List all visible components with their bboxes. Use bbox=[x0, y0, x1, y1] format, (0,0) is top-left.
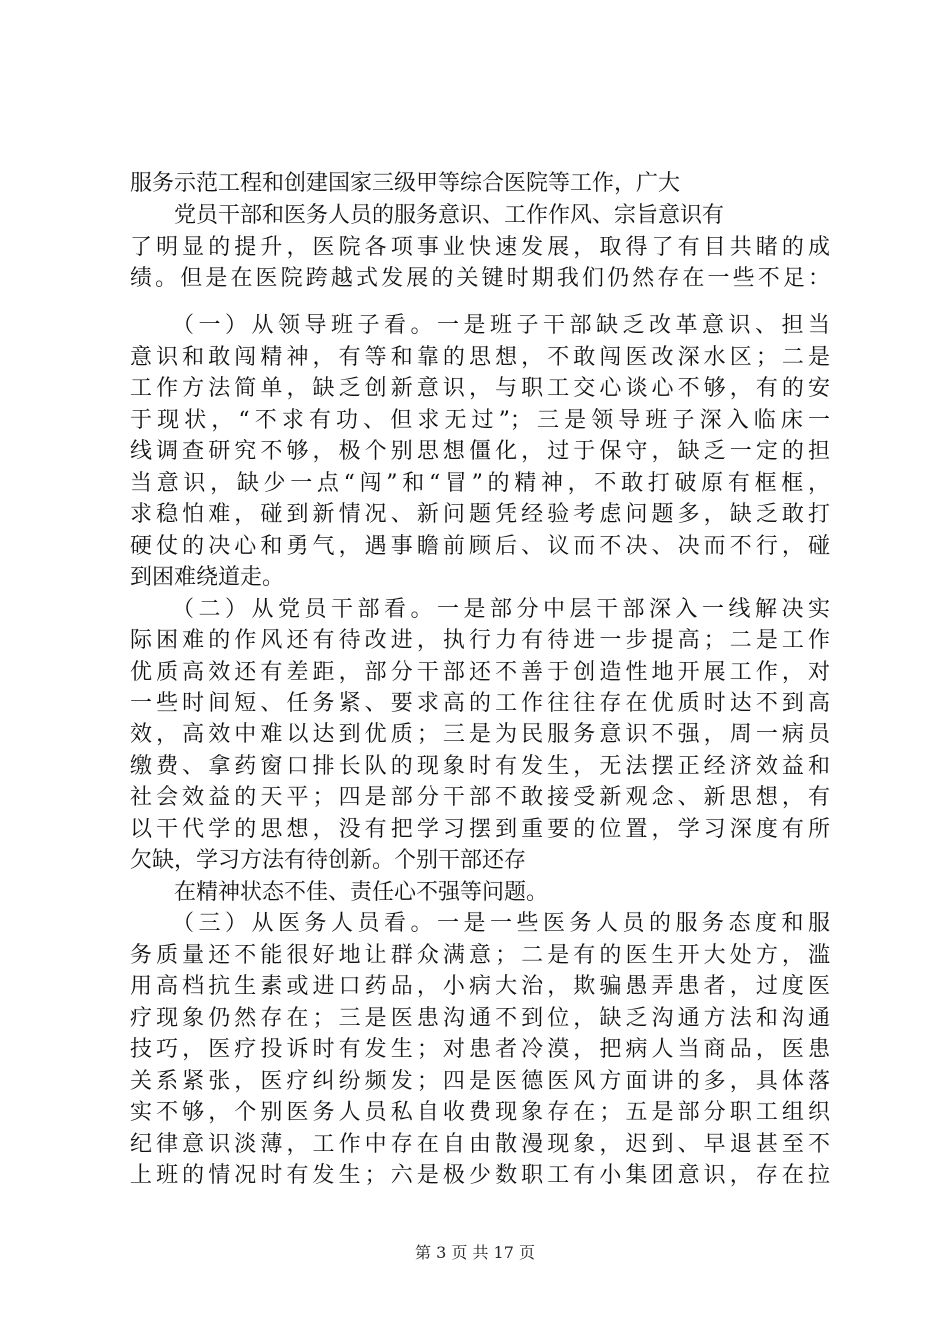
text-line-22: 欠缺，学习方法有待创新。个别干部还存 bbox=[130, 848, 527, 873]
text-line-13: 到困难绕道走。 bbox=[130, 565, 285, 590]
text-line-26: 用高档抗生素或进口药品，小病大治，欺骗愚弄患者，过度医 bbox=[130, 974, 830, 999]
text-line-21: 以干代学的思想，没有把学习摆到重要的位置，学习深度有所 bbox=[130, 817, 830, 842]
text-line-23: 在精神状态不佳、责任心不强等问题。 bbox=[130, 880, 549, 905]
text-line-2: 党员干部和医务人员的服务意识、工作作风、宗旨意识有 bbox=[130, 203, 725, 228]
text-line-14: （二）从党员干部看。一是部分中层干部深入一线解决实 bbox=[130, 597, 830, 622]
text-line-8: 于现状，“不求有功、但求无过”；三是领导班子深入临床一 bbox=[130, 408, 830, 433]
page-footer: 第 3 页 共 17 页 bbox=[415, 1243, 535, 1262]
text-line-19: 缴费、拿药窗口排长队的现象时有发生，无法摆正经济效益和 bbox=[130, 754, 830, 779]
text-line-11: 求稳怕难，碰到新情况、新问题凭经验考虑问题多，缺乏敢打 bbox=[130, 502, 830, 527]
text-line-4: 绩。但是在医院跨越式发展的关键时期我们仍然存在一些不足： bbox=[130, 266, 830, 291]
text-line-1: 服务示范工程和创建国家三级甲等综合医院等工作，广大 bbox=[130, 171, 681, 196]
text-line-10: 当意识，缺少一点“闯”和“冒”的精神，不敢打破原有框框， bbox=[130, 471, 830, 496]
text-line-7: 工作方法简单，缺乏创新意识，与职工交心谈心不够，有的安 bbox=[130, 376, 830, 401]
text-line-12: 硬仗的决心和勇气，遇事瞻前顾后、议而不决、决而不行，碰 bbox=[130, 534, 830, 559]
text-line-15: 际困难的作风还有待改进，执行力有待进一步提高；二是工作 bbox=[130, 628, 830, 653]
text-line-17: 一些时间短、任务紧、要求高的工作往往存在优质时达不到高 bbox=[130, 691, 830, 716]
text-line-20: 社会效益的天平；四是部分干部不敢接受新观念、新思想，有 bbox=[130, 785, 830, 810]
text-line-5: （一）从领导班子看。一是班子干部缺乏改革意识、担当 bbox=[130, 313, 830, 338]
text-line-28: 技巧，医疗投诉时有发生；对患者冷漠，把病人当商品，医患 bbox=[130, 1037, 830, 1062]
text-line-27: 疗现象仍然存在；三是医患沟通不到位，缺乏沟通方法和沟通 bbox=[130, 1006, 830, 1031]
text-line-6: 意识和敢闯精神，有等和靠的思想，不敢闯医改深水区；二是 bbox=[130, 345, 830, 370]
text-line-29: 关系紧张，医疗纠纷频发；四是医德医风方面讲的多，具体落 bbox=[130, 1069, 830, 1094]
text-line-18: 效，高效中难以达到优质；三是为民服务意识不强，周一病员 bbox=[130, 722, 830, 747]
text-line-30: 实不够，个别医务人员私自收费现象存在；五是部分职工组织 bbox=[130, 1100, 830, 1125]
text-line-16: 优质高效还有差距，部分干部还不善于创造性地开展工作，对 bbox=[130, 660, 830, 685]
text-line-9: 线调查研究不够，极个别思想僵化，过于保守，缺乏一定的担 bbox=[130, 439, 830, 464]
text-line-31: 纪律意识淡薄，工作中存在自由散漫现象，迟到、早退甚至不 bbox=[130, 1132, 830, 1157]
text-line-25: 务质量还不能很好地让群众满意；二是有的医生开大处方，滥 bbox=[130, 943, 830, 968]
text-line-24: （三）从医务人员看。一是一些医务人员的服务态度和服 bbox=[130, 911, 830, 936]
text-line-32: 上班的情况时有发生；六是极少数职工有小集团意识，存在拉 bbox=[130, 1163, 830, 1188]
text-line-3: 了明显的提升，医院各项事业快速发展，取得了有目共睹的成 bbox=[130, 235, 830, 260]
